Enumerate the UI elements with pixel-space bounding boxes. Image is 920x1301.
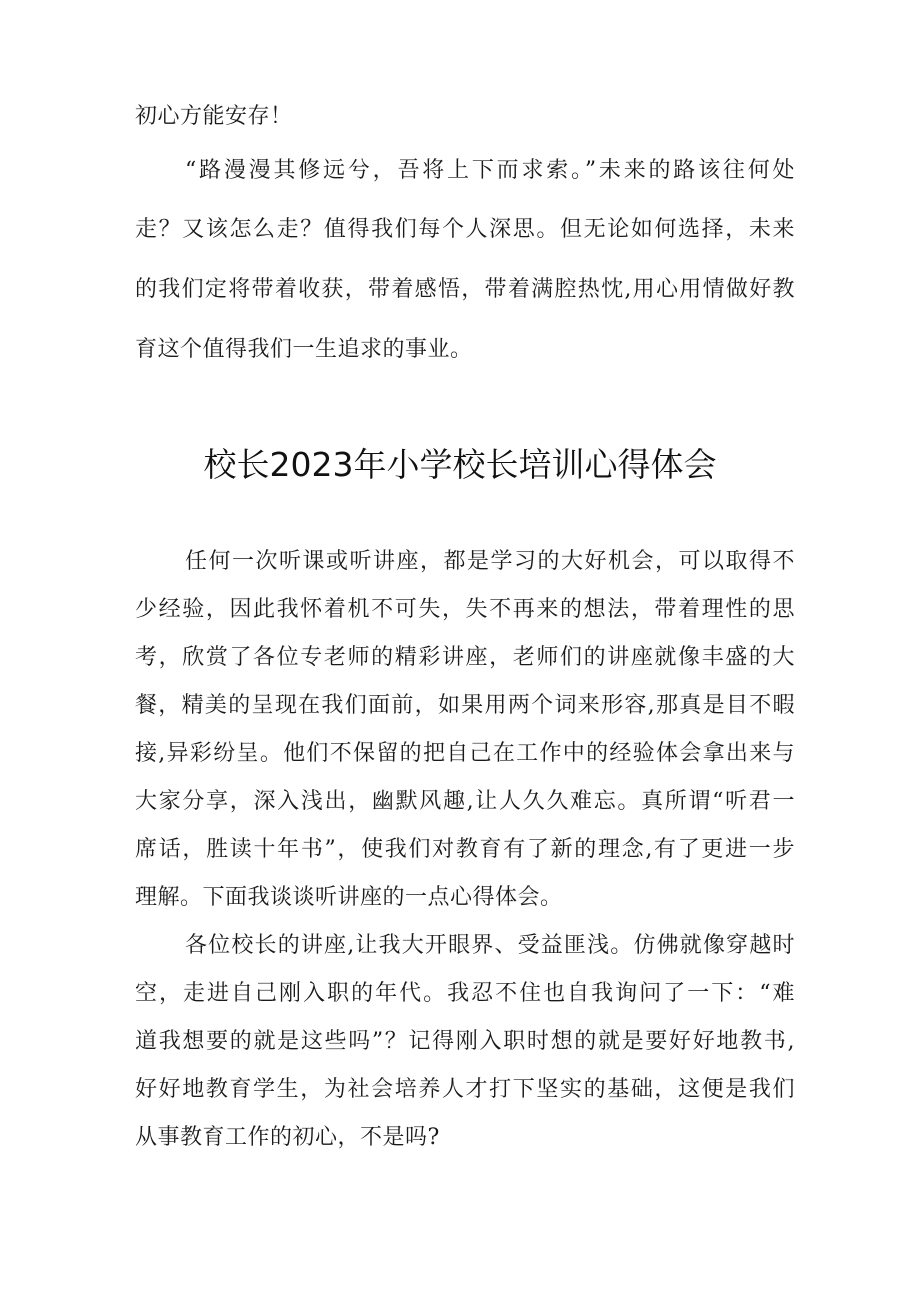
paragraph-line: 餐，精美的呈现在我们面前，如果用两个词来形容,那真是目不暇 xyxy=(135,693,795,718)
paragraph-line: “路漫漫其修远兮，吾将上下而求索。”未来的路该往何处 xyxy=(185,158,795,183)
paragraph-line: 初心方能安存！ xyxy=(135,104,293,129)
paragraph-line: 各位校长的讲座,让我大开眼界、受益匪浅。仿佛就像穿越时 xyxy=(185,933,795,958)
paragraph-line: 育这个值得我们一生追求的事业。 xyxy=(135,337,473,362)
paragraph-line: 大家分享，深入浅出，幽默风趣,让人久久难忘。真所谓“听君一 xyxy=(135,789,795,814)
paragraph-line: 走？又该怎么走？值得我们每个人深思。但无论如何选择，未来 xyxy=(135,217,795,242)
paragraph-line: 道我想要的就是这些吗”？记得刚入职时想的就是要好好地教书, xyxy=(135,1029,795,1054)
paragraph-line: 从事教育工作的初心，不是吗? xyxy=(135,1125,440,1150)
paragraph-line: 好好地教育学生，为社会培养人才打下坚实的基础，这便是我们 xyxy=(135,1077,795,1102)
paragraph-line: 接,异彩纷呈。他们不保留的把自己在工作中的经验体会拿出来与 xyxy=(135,741,795,766)
paragraph-line: 理解。下面我谈谈听讲座的一点心得体会。 xyxy=(135,885,563,910)
paragraph-line: 任何一次听课或听讲座，都是学习的大好机会，可以取得不 xyxy=(185,549,795,574)
paragraph-line: 的我们定将带着收获，带着感悟，带着满腔热忱,用心用情做好教 xyxy=(135,277,795,302)
paragraph-line: 席话，胜读十年书”，使我们对教育有了新的理念,有了更进一步 xyxy=(135,837,795,862)
paragraph-line: 空，走进自己刚入职的年代。我忍不住也自我询问了一下：“难 xyxy=(135,981,795,1006)
article-title: 校长2023年小学校长培训心得体会 xyxy=(203,445,717,484)
paragraph-line: 少经验，因此我怀着机不可失，失不再来的想法，带着理性的思 xyxy=(135,597,795,622)
paragraph-line: 考，欣赏了各位专老师的精彩讲座，老师们的讲座就像丰盛的大 xyxy=(135,645,795,670)
